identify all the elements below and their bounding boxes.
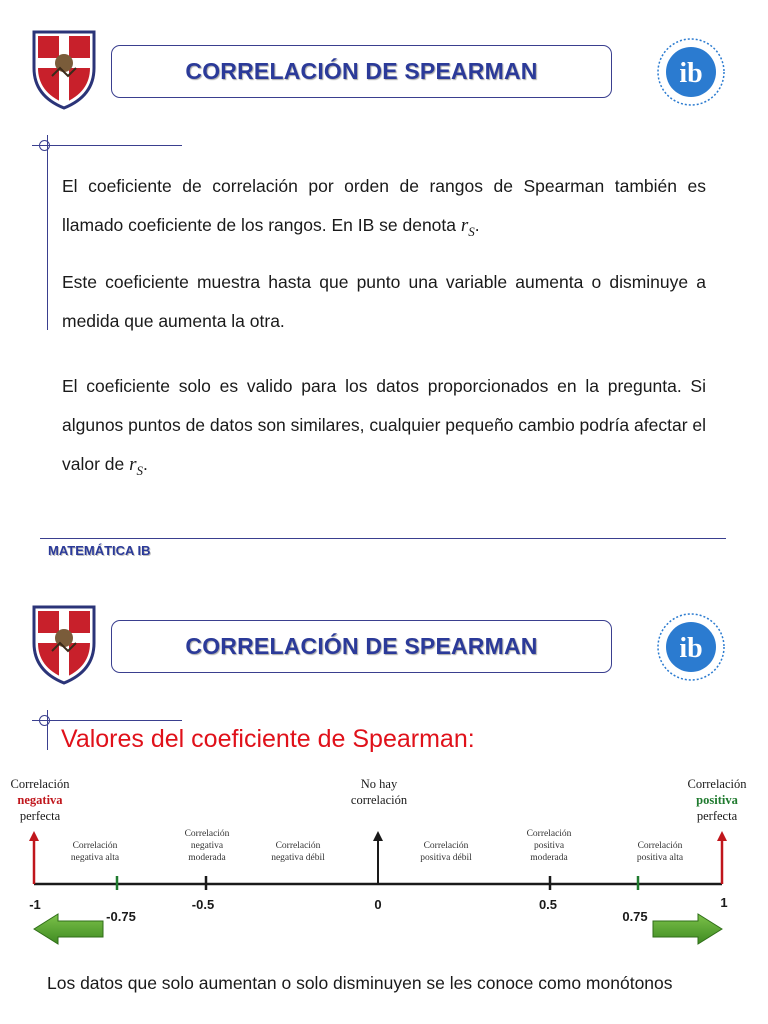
paragraph-2: Este coeficiente muestra hasta que punto una variable aumenta o disminuye a medida que aumenta la otra. [62, 272, 706, 331]
tick-label: -0.75 [106, 909, 136, 924]
left-arrowhead [29, 831, 39, 841]
ib-logo [655, 611, 727, 683]
right-label-line-1: Correlación [687, 777, 747, 791]
svg-text:ib: ib [679, 633, 703, 664]
range-label: positiva alta [636, 853, 684, 863]
center-label-line-1: No hay [360, 777, 398, 791]
footer-label: MATEMÁTICA IB [48, 543, 151, 558]
decorative-line [32, 720, 182, 721]
range-label: Correlación [526, 829, 572, 839]
rs-symbol: $r_S$ [460, 215, 475, 239]
bottom-text: Los datos que solo aumentan o solo disminuyen se les conoce como monótonos [47, 973, 673, 993]
range-label: positiva débil [420, 853, 472, 863]
spearman-scale-diagram [0, 771, 768, 946]
range-label: Correlación [275, 841, 321, 851]
left-label-line-3: perfecta [19, 809, 61, 823]
right-green-arrow-icon [653, 914, 722, 944]
decorative-line [47, 710, 48, 750]
footer-divider [40, 538, 726, 539]
range-label: Correlación [72, 841, 118, 851]
range-label: Correlación [184, 829, 230, 839]
decorative-ring [39, 140, 50, 151]
section-subtitle: Valores del coeficiente de Spearman: [61, 725, 475, 753]
center-arrowhead [373, 831, 383, 841]
tick-label: 0.75 [622, 909, 648, 924]
range-label: Correlación [637, 841, 683, 851]
decorative-line [32, 145, 182, 146]
range-label: moderada [188, 853, 226, 863]
left-label-line-1: Correlación [10, 777, 70, 791]
range-label: Correlación [423, 841, 469, 851]
range-label: positiva [533, 841, 565, 851]
right-arrowhead [717, 831, 727, 841]
range-label: negativa alta [70, 853, 120, 863]
left-label-line-2: negativa [17, 793, 63, 807]
center-label-line-2: correlación [350, 793, 408, 807]
ib-logo [655, 36, 727, 108]
title-box [111, 45, 612, 98]
decorative-line [47, 135, 48, 330]
decorative-ring [39, 715, 50, 726]
range-label: negativa débil [271, 853, 325, 863]
paragraph-1: El coeficiente de correlación por orden de rangos de Spearman también es llamado coeficiente de los rangos. En IB se denota $r_S$. [62, 176, 706, 239]
tick-label: -0.5 [191, 897, 215, 912]
tick-label: 0 [374, 897, 382, 912]
svg-text:ib: ib [679, 58, 703, 89]
slide-2 [0, 575, 768, 1024]
page-title: CORRELACIÓN DE SPEARMAN [185, 58, 538, 84]
paragraph-3: El coeficiente solo es valido para los datos proporcionados en la pregunta. Si algunos puntos de datos son similares, cualquier pequeño cambio podría afectar el valor de $r_S$. [62, 376, 707, 478]
tick-label: 1 [720, 895, 728, 910]
title-box [111, 620, 612, 673]
right-label-line-2: positiva [696, 793, 738, 807]
school-crest-logo [30, 603, 98, 685]
range-label: negativa [190, 841, 224, 851]
tick-label: -1 [29, 897, 41, 912]
school-crest-logo [30, 28, 98, 110]
left-green-arrow-icon [34, 914, 103, 944]
rs-symbol: $r_S$ [129, 454, 144, 478]
page-title: CORRELACIÓN DE SPEARMAN [185, 633, 538, 659]
tick-label: 0.5 [538, 897, 558, 912]
right-label-line-3: perfecta [696, 809, 738, 823]
range-label: moderada [530, 853, 568, 863]
